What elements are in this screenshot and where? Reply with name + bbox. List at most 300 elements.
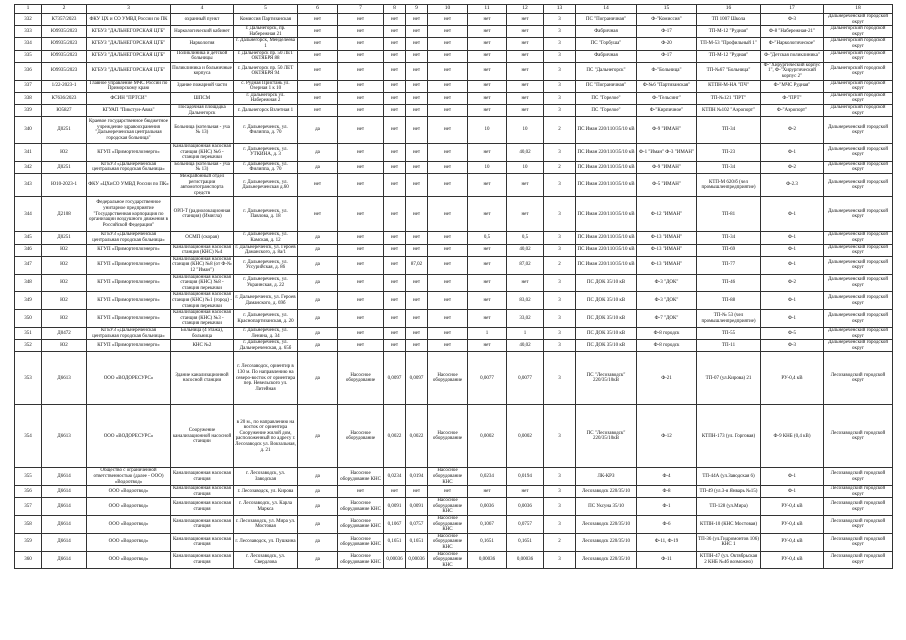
table-cell: Ф-12 [637, 405, 697, 468]
table-cell: нет [507, 14, 544, 26]
table-cell: нет [406, 327, 428, 339]
table-cell: нет [384, 310, 406, 328]
table-cell: РУ-0,4 кВ [761, 533, 824, 551]
table-cell: Ф-1 "Иман" Ф-3 "ИМАН" [637, 144, 697, 162]
table-cell: нет [298, 50, 338, 62]
table-cell: КГБУЗ «Дальнереченская центральная городская больница» [87, 232, 171, 244]
table-cell: ТП-46 [697, 274, 761, 292]
table-cell: Ф-9 "ИМАН" [637, 117, 697, 144]
column-number: 4 [171, 5, 234, 14]
table-cell: ООО «Водоотвод» [87, 551, 171, 569]
table-cell: 0,0757 [406, 516, 428, 534]
table-cell: нет [338, 144, 384, 162]
table-cell: 3 [544, 244, 576, 256]
table-cell: 3 [544, 292, 576, 310]
table-cell: Д0251 [42, 117, 87, 144]
table-cell: нет [468, 256, 507, 274]
table-cell: нет [507, 38, 544, 50]
table-cell: Ф-1 [761, 486, 824, 498]
table-cell: нет [406, 104, 428, 116]
table-cell: нет [406, 244, 428, 256]
table-cell: КГУП «Примортеплоэнерго» [87, 144, 171, 162]
table-cell: Д0472 [42, 327, 87, 339]
table-cell: Посадочная площадка Дальнегорск [171, 104, 234, 116]
table-row [15, 327, 893, 339]
table-row [15, 26, 893, 38]
table-cell: 0,0002 [507, 405, 544, 468]
table-cell: нет [384, 486, 406, 498]
table-cell: ТП-55 [697, 327, 761, 339]
table-cell: 33,02 [507, 310, 544, 328]
column-number: 9 [406, 5, 428, 14]
table-cell: КГБУЗ "ДАЛЬНЕГОРСКАЯ ЦГБ" [87, 38, 171, 50]
table-cell: ТП-49 (ул.3-я Январь №15) [697, 486, 761, 498]
table-cell: нет [428, 161, 468, 173]
table-row [15, 498, 893, 516]
table-cell: Дальнереченский городской округ [824, 232, 893, 244]
table-cell: Дальнегорский городской округ [824, 26, 893, 38]
table-cell: г. Лесозаводск, ул. Карла Маркса [234, 498, 298, 516]
table-cell: нет [406, 340, 428, 352]
table-cell: 344 [15, 197, 42, 232]
table-cell: Насосное оборудование [428, 352, 468, 405]
table-cell: Ю9935/2023 [42, 38, 87, 50]
table-cell: г. Дальнереченск, ул. Героев Даманского, д. 69б [234, 292, 298, 310]
column-number: 14 [576, 5, 637, 14]
table-cell: Насосное оборудование КНС [428, 551, 468, 569]
table-cell: ПС Иман 220/110/35/10 кВ [576, 244, 637, 256]
table-cell: КГБУЗ "ДАЛЬНЕГОРСКАЯ ЦГБ" [87, 26, 171, 38]
table-cell: нет [468, 244, 507, 256]
table-cell: нет [298, 197, 338, 232]
table-cell: Насосное оборудование [338, 405, 384, 468]
table-cell: ПС ДОК 35/10 кВ [576, 340, 637, 352]
table-cell: нет [428, 327, 468, 339]
table-cell: Главное управление МЧС России по Приморскому краю [87, 80, 171, 92]
table-cell: нет [428, 310, 468, 328]
table-cell: нет [384, 232, 406, 244]
table-cell: г. Лесозаводск, ул. Мира ул. Мостовая [234, 516, 298, 534]
table-cell: 10 [468, 161, 507, 173]
table-cell: нет [428, 50, 468, 62]
table-cell: РУ-0,4 кВ [761, 352, 824, 405]
table-cell: нет [428, 38, 468, 50]
table-cell: нет [468, 104, 507, 116]
table-cell: 349 [15, 292, 42, 310]
table-cell: 10 [468, 117, 507, 144]
table-cell: Канализационная насосная станция (КНС) №8 - станция перекачки [171, 274, 234, 292]
table-cell: Ю10-2023-1 [42, 174, 87, 197]
table-cell: КТПН-10 (КНС Мостовая) [697, 516, 761, 534]
table-cell: Дальнереченский городской округ [824, 144, 893, 162]
table-cell: Насосное оборудование [338, 352, 384, 405]
table-cell: нет [468, 26, 507, 38]
table-cell: Д6614 [42, 516, 87, 534]
table-cell: Лесозаводский городской округ [824, 516, 893, 534]
table-cell: ТП-34 [697, 117, 761, 144]
table-cell: Наркология [171, 38, 234, 50]
table-cell: Ф-17 [637, 26, 697, 38]
table-cell: г. Дальнереченск, ул. Краснопартизанская, д. 20 [234, 310, 298, 328]
table-cell: ПС "Дальнегорск" [576, 62, 637, 80]
table-cell: 350 [15, 310, 42, 328]
table-cell: ПС Иман 220/110/35/10 кВ [576, 144, 637, 162]
table-cell: 0,1651 [384, 533, 406, 551]
column-number: 18 [824, 5, 893, 14]
table-cell: Ф-1 [761, 244, 824, 256]
table-cell: нет [384, 92, 406, 104]
table-cell: нет [468, 486, 507, 498]
table-cell: нет [428, 232, 468, 244]
table-cell: 87,02 [406, 256, 428, 274]
table-cell: Дальнегорский городской округ [824, 80, 893, 92]
table-cell: нет [428, 144, 468, 162]
table-cell: да [298, 144, 338, 162]
table-cell: 2 [544, 533, 576, 551]
table-cell: Ф-11, Ф-19 [637, 533, 697, 551]
table-cell: нет [468, 310, 507, 328]
table-cell: ПС Уксуна 35/10 [576, 498, 637, 516]
table-cell: нет [338, 340, 384, 352]
table-cell: охранный пункт [171, 14, 234, 26]
table-cell: да [298, 244, 338, 256]
table-cell: Ю2 [42, 310, 87, 328]
table-cell: ПС ДОК 35/10 кВ [576, 327, 637, 339]
table-cell: нет [428, 244, 468, 256]
table-cell: Канализационная насосная станция (КНС) №6 - станция перекачки [171, 144, 234, 162]
table-cell: Ф-6 [637, 516, 697, 534]
table-cell: нет [406, 144, 428, 162]
column-number: 10 [428, 5, 468, 14]
table-cell: да [298, 486, 338, 498]
table-cell: 3 [544, 516, 576, 534]
table-cell: Больница (котельная - уча № 13) [171, 161, 234, 173]
table-cell: Дальнереченский городской округ [824, 14, 893, 26]
table-cell: Ф-"Аэропорт" [761, 104, 824, 116]
table-cell: Наркологический кабинет [171, 26, 234, 38]
column-number: 1 [15, 5, 42, 14]
table-cell: Канализационная насосная станция (КНС) №3 - станция перекачки [171, 310, 234, 328]
table-row [15, 161, 893, 173]
table-cell: нет [384, 340, 406, 352]
table-cell: К7357/2023 [42, 14, 87, 26]
table-cell: Ю9935/2023 [42, 62, 87, 80]
table-cell: ТП-34 [697, 232, 761, 244]
table-cell: Ф-1 [761, 468, 824, 486]
table-cell: 0,00036 [468, 551, 507, 569]
table-cell: Ф-5 "ИМАН" [637, 174, 697, 197]
table-cell: КТПН №102 "Аэропорт" [697, 104, 761, 116]
column-number: 3 [87, 5, 171, 14]
table-cell: нет [384, 197, 406, 232]
table-cell: Д6613 [42, 352, 87, 405]
table-cell: Дальнереченский городской округ [824, 174, 893, 197]
table-cell: Ф-13 "ИМАН" [637, 232, 697, 244]
table-cell: нет [338, 26, 384, 38]
table-cell: Лесозаводский городской округ [824, 405, 893, 468]
table-cell: Ю2 [42, 244, 87, 256]
table-cell: нет [406, 14, 428, 26]
table-cell: 0,0022 [384, 405, 406, 468]
table-cell: Ф-13 "ИМАН" [637, 244, 697, 256]
table-cell: нет [428, 62, 468, 80]
table-cell: Насосное оборудование КНС [428, 533, 468, 551]
table-cell: Больница (котельная - уча № 13) [171, 117, 234, 144]
table-cell: Федеральное государственное унитарное предприятие "Государственная корпорация по организации воздушного движения в Российской Федерации" [87, 197, 171, 232]
table-cell: ТП-23 [697, 144, 761, 162]
table-cell: Канализационная насосная станция (КНС) №4 [171, 244, 234, 256]
table-row [15, 92, 893, 104]
table-cell: 40,02 [507, 340, 544, 352]
table-cell: нет [468, 14, 507, 26]
table-cell: К7636/2023 [42, 92, 87, 104]
table-cell: ЛК-КРЗ [576, 468, 637, 486]
table-cell: КНС №2 [171, 340, 234, 352]
table-cell: Лесозаводский городской округ [824, 533, 893, 551]
table-cell: Дальнереченский городской округ [824, 310, 893, 328]
table-cell: ТП-№ 53 (чел промышленпредприятие) [697, 310, 761, 328]
table-cell: нет [384, 256, 406, 274]
table-cell: 0,00036 [406, 551, 428, 569]
table-cell: Лесозаводский городской округ [824, 486, 893, 498]
table-cell: Ф-1 [637, 498, 697, 516]
table-cell: Межрайонный отдел регистрации автомототранспорта средств [171, 174, 234, 197]
table-row [15, 292, 893, 310]
table-cell: нет [338, 92, 384, 104]
table-cell: Лесозаводск 220/35/10 [576, 551, 637, 569]
table-cell: ПС ДОК 35/10 кВ [576, 310, 637, 328]
table-cell: 2 [544, 256, 576, 274]
table-cell: ФКУ ЦХ и СО УМВД России по ПК [87, 14, 171, 26]
table-cell: Насосное оборудование КНС [338, 533, 384, 551]
table-cell: нет [338, 117, 384, 144]
table-cell: ТП-№67 "Больница" [697, 62, 761, 80]
table-cell: нет [338, 62, 384, 80]
table-cell: г. Дальнереченск, ул. Филиппа, д. 70 [234, 161, 298, 173]
table-cell: нет [507, 274, 544, 292]
table-cell: 87,02 [507, 256, 544, 274]
table-cell: нет [406, 232, 428, 244]
table-cell: 353 [15, 352, 42, 405]
table-cell: нет [384, 104, 406, 116]
table-cell: Ф-9 "ИМАН" [637, 161, 697, 173]
table-cell: Ф-8 "Набережная-21" [761, 26, 824, 38]
table-cell: нет [384, 50, 406, 62]
column-number: 2 [42, 5, 87, 14]
register-table [14, 4, 893, 569]
table-cell: да [298, 256, 338, 274]
table-cell: нет [428, 92, 468, 104]
table-row [15, 244, 893, 256]
table-cell: в 20 м., по направлению на восток от ориентира Сооружение жилой дом, расположенный по адресу г. Лесозаводск ул. Вокзальная, д. 21 [234, 405, 298, 468]
table-cell: 335 [15, 50, 42, 62]
table-cell: нет [384, 161, 406, 173]
table-cell: нет [507, 197, 544, 232]
table-cell: Насосное оборудование КНС [428, 468, 468, 486]
table-cell: нет [507, 50, 544, 62]
table-cell: 3 [544, 26, 576, 38]
table-cell: нет [338, 256, 384, 274]
table-cell: да [298, 352, 338, 405]
table-cell: Лесозаводский городской округ [824, 498, 893, 516]
table-cell: ООО «Водоотвод» [87, 516, 171, 534]
column-number: 6 [298, 5, 338, 14]
table-row [15, 468, 893, 486]
table-cell: нет [507, 92, 544, 104]
table-cell: Ф-2.3 [761, 174, 824, 197]
table-cell: Ф-2 [761, 117, 824, 144]
table-cell: 0,0091 [384, 498, 406, 516]
table-cell: нет [338, 80, 384, 92]
table-cell: Д6613 [42, 405, 87, 468]
table-cell: нет [507, 80, 544, 92]
table-cell: ТП-77 [697, 256, 761, 274]
table-cell: 0,0194 [406, 468, 428, 486]
table-cell: ТП-07 (ул.Кирова) 21 [697, 352, 761, 405]
table-cell: нет [406, 486, 428, 498]
table-cell: нет [406, 92, 428, 104]
column-number: 13 [544, 5, 576, 14]
table-cell: 3 [544, 50, 576, 62]
table-cell: Ф-8 [637, 486, 697, 498]
table-cell: нет [468, 62, 507, 80]
table-cell: 0,1651 [406, 533, 428, 551]
table-row [15, 340, 893, 352]
table-cell: нет [338, 14, 384, 26]
table-cell: Ф-12 "ИМАН" [637, 197, 697, 232]
table-cell: нет [384, 14, 406, 26]
table-cell: Ф-2 [761, 274, 824, 292]
table-cell: Ю9935/2023 [42, 26, 87, 38]
table-cell: 3 [544, 405, 576, 468]
table-cell: Дальнереченский городской округ [824, 327, 893, 339]
table-cell: нет [468, 174, 507, 197]
table-cell: нет [468, 38, 507, 50]
table-cell: Канализационная насосная станция [171, 516, 234, 534]
table-cell: нет [428, 274, 468, 292]
table-cell: да [298, 551, 338, 569]
table-cell: да [298, 310, 338, 328]
table-cell: нет [468, 144, 507, 162]
table-cell: 2 [544, 117, 576, 144]
table-cell: нет [428, 104, 468, 116]
table-row [15, 117, 893, 144]
table-cell: 332 [15, 14, 42, 26]
table-cell: Больница (4 этажа), больница [171, 327, 234, 339]
table-cell: Лесозаводский городской округ [824, 468, 893, 486]
table-cell: Ф-20 [637, 38, 697, 50]
table-cell: нет [338, 197, 384, 232]
table-cell: ПС "Пограничная" [576, 80, 637, 92]
table-cell: Ю2 [42, 274, 87, 292]
table-row [15, 197, 893, 232]
table-cell: 3 [544, 310, 576, 328]
table-row [15, 256, 893, 274]
table-cell: 356 [15, 486, 42, 498]
table-cell: нет [384, 292, 406, 310]
table-cell: Поликлиника и больничные корпуса [171, 62, 234, 80]
table-cell: нет [298, 174, 338, 197]
table-cell: да [298, 405, 338, 468]
table-cell: Д6614 [42, 468, 87, 486]
table-cell: Ф-1 [761, 292, 824, 310]
table-cell: г. Лесозаводск, ориентир в 130 м. По направлению на северо-восток от ориентира пер. Невельского ул. Литейная [234, 352, 298, 405]
table-cell: ТП-44А (ул.Заводская 6) [697, 468, 761, 486]
table-cell: да [298, 117, 338, 144]
table-cell: ОСМП (скорая) [171, 232, 234, 244]
table-cell: ПС Иман 220/110/35/10 кВ [576, 174, 637, 197]
table-cell: 341 [15, 144, 42, 162]
table-cell: г. Дальнереченск, ул. Дальнереченская д.60 [234, 174, 298, 197]
table-cell: нет [428, 256, 468, 274]
table-row [15, 104, 893, 116]
table-cell: 1 [507, 327, 544, 339]
table-cell: 359 [15, 533, 42, 551]
table-cell: Поликлиника и детской больницы [171, 50, 234, 62]
table-cell: Канализационная насосная станция (КНС) №1 (город) - станция перекачки [172, 292, 232, 309]
table-cell: да [298, 498, 338, 516]
table-cell: г. Дальнегорск ул. Набережная 2 [234, 92, 298, 104]
table-cell: 0,0097 [384, 352, 406, 405]
table-cell: Лесозаводск 220/35/10 [576, 533, 637, 551]
table-cell: г. Дальнереченск, ул. Филиппа, д. 70 [234, 117, 298, 144]
table-cell: г. Лесозаводск, ул. Заводская [234, 468, 298, 486]
table-cell: нет [384, 62, 406, 80]
table-cell: 3 [544, 197, 576, 232]
table-cell: нет [468, 50, 507, 62]
table-cell: нет [428, 117, 468, 144]
table-cell: нет [468, 340, 507, 352]
table-cell: Ю2 [42, 292, 87, 310]
table-cell: нет [406, 161, 428, 173]
table-cell: да [298, 468, 338, 486]
table-cell: нет [428, 340, 468, 352]
table-cell: ПС "Горелое" [576, 104, 637, 116]
table-row [15, 516, 893, 534]
table-cell: КГУАП "Пикстун-Авиа" [87, 104, 171, 116]
table-cell: 3 [544, 352, 576, 405]
table-cell: Ф-1 [761, 310, 824, 328]
table-cell: нет [468, 274, 507, 292]
table-cell: 0,0036 [468, 498, 507, 516]
table-cell: нет [428, 26, 468, 38]
table-row [15, 232, 893, 244]
table-cell: Ф-8 городск [637, 340, 697, 352]
table-cell: 354 [15, 405, 42, 468]
table-cell: 1 [468, 327, 507, 339]
table-cell: Лесозаводский городской округ [824, 551, 893, 569]
table-cell: КТПН-М-НА "ПЧ" [697, 80, 761, 92]
table-cell: Дальнереченский городской округ [824, 274, 893, 292]
table-cell: Ф-1 [761, 197, 824, 232]
table-cell: 0,1067 [468, 516, 507, 534]
column-number: 12 [507, 5, 544, 14]
table-cell: Насосное оборудование [428, 405, 468, 468]
table-cell: г. Дальнегорск пр. 50 ЛЕТ ОКТЯБРЯ 88 [234, 50, 298, 62]
table-cell: ТП-36 (ул.Гидромонтов 106) КНС 1 [697, 533, 761, 551]
table-cell: нет [406, 50, 428, 62]
table-cell: Канализационная насосная станция [171, 498, 234, 516]
table-cell: Дальнегорский городской округ [824, 104, 893, 116]
table-cell: г. Дальнегорск Взлетная 1 [234, 104, 298, 116]
table-cell: Ф-11 [637, 551, 697, 569]
table-cell: 336 [15, 62, 42, 80]
table-cell: 3 [544, 340, 576, 352]
table-cell: Ф-3 "ДОК" [637, 292, 697, 310]
table-cell: нет [384, 117, 406, 144]
table-cell: нет [338, 292, 384, 310]
table-cell: 0,0077 [468, 352, 507, 405]
